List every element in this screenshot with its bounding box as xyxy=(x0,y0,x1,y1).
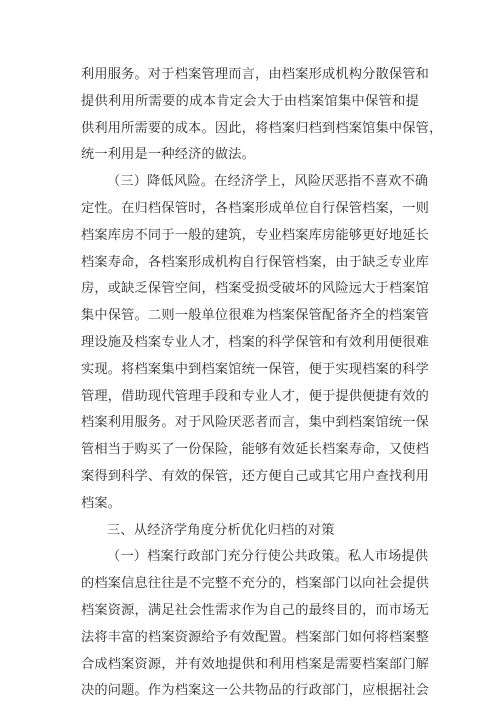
text-line: 档案利用服务。对于风险厌恶者而言，集中到档案馆统一保 xyxy=(81,415,430,431)
text-line: 房，或缺乏保管空间，档案受损受破坏的风险远大于档案馆 xyxy=(81,281,430,297)
text-line: 档案资源，满足社会性需求作为自己的最终目的，而市场无 xyxy=(81,602,430,618)
text-line: 决的问题。作为档案这一公共物品的行政部门，应根据社会 xyxy=(81,683,430,699)
text-line: 理设施及档案专业人才，档案的科学保管和有效利用便很难 xyxy=(81,334,430,350)
section-heading-1: （一）档案行政部门充分行使公共政策。私人市场提供 xyxy=(107,549,429,565)
body-text xyxy=(81,62,443,705)
section-heading-main: 三、从经济学角度分析优化归档的对策 xyxy=(107,522,335,538)
text-line: 档案。 xyxy=(81,495,122,511)
text-line: 定性。在归档保管时，各档案形成单位自行保管档案，一则 xyxy=(81,200,430,216)
text-line: 提供利用所需要的成本肯定会大于由档案馆集中保管和提 xyxy=(81,93,419,109)
text-line: 档案寿命，各档案形成机构自行保管档案，由于缺乏专业库 xyxy=(81,254,430,270)
text-line: 利用服务。对于档案管理而言，由档案形成机构分散保管和 xyxy=(81,67,430,82)
text-line: 集中保管。二则一般单位很难为档案保管配备齐全的档案管 xyxy=(81,308,430,324)
text-line: 合成档案资源，并有效地提供和利用档案是需要档案部门解 xyxy=(81,656,430,672)
section-heading-3: （三）降低风险。在经济学上，风险厌恶指不喜欢不确 xyxy=(107,174,429,190)
text-line: 法将丰富的档案资源给予有效配置。档案部门如何将档案整 xyxy=(81,629,430,645)
text-line: 供利用所需要的成本。因此，将档案归档到档案馆集中保管， xyxy=(81,120,443,136)
text-line: 档案库房不同于一般的建筑，专业档案库房能够更好地延长 xyxy=(81,227,430,243)
text-line: 统一利用是一种经济的做法。 xyxy=(81,147,256,163)
text-line: 管理，借助现代管理手段和专业人才，便于提供便捷有效的 xyxy=(81,388,430,404)
text-line: 管相当于购买了一份保险，能够有效延长档案寿命，又使档 xyxy=(81,442,430,458)
text-line: 实现。将档案集中到档案馆统一保管，便于实现档案的科学 xyxy=(81,361,430,377)
text-line: 案得到科学、有效的保管，还方便自己或其它用户查找利用 xyxy=(81,468,430,484)
text-line: 的档案信息往往是不完整不充分的，档案部门以向社会提供 xyxy=(81,576,430,592)
